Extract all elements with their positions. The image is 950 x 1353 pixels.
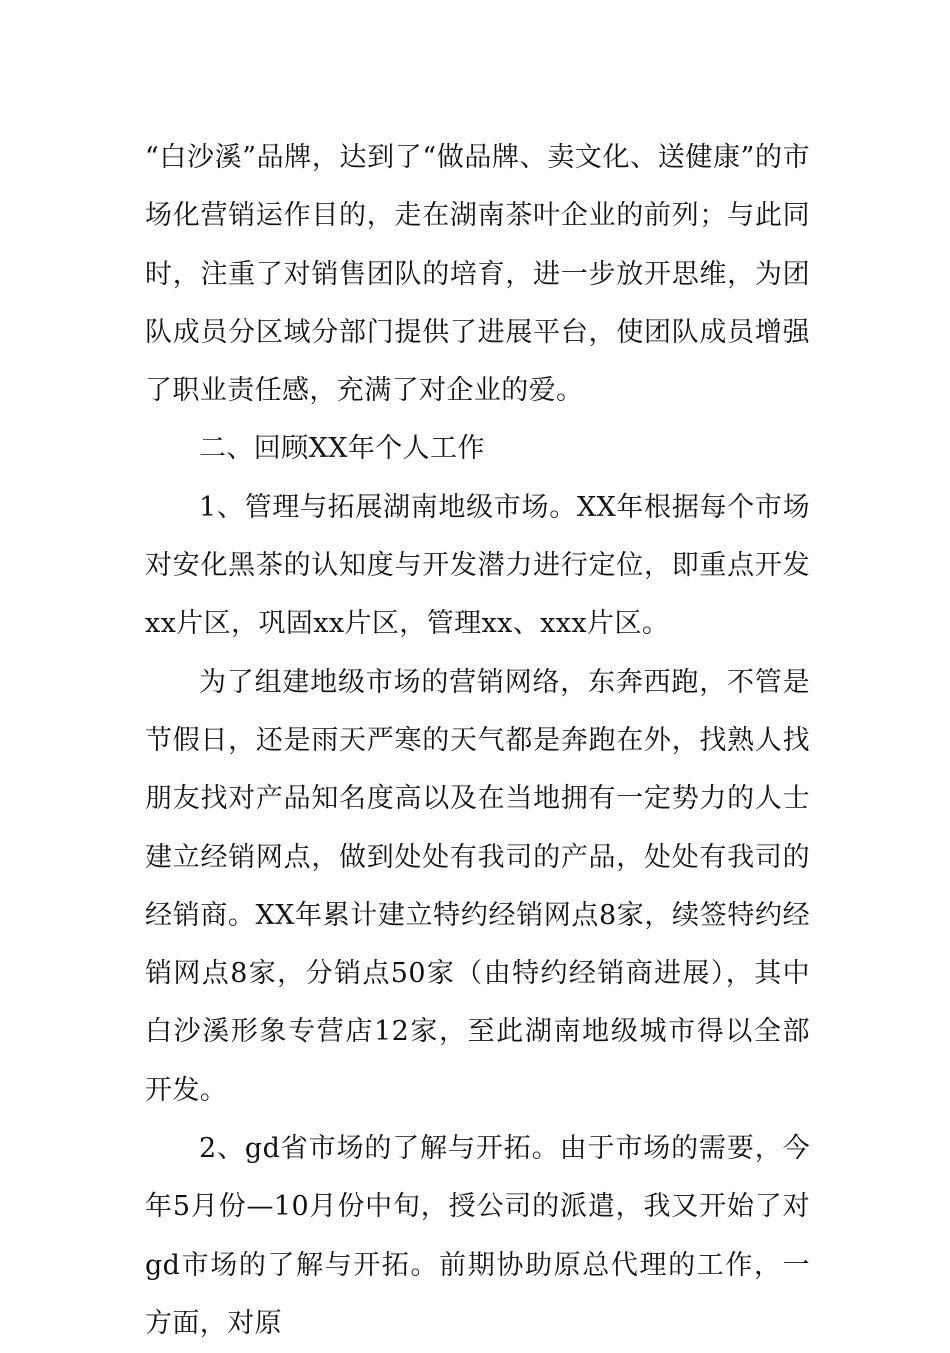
paragraph-gd-market: 2、gd省市场的了解与开拓。由于市场的需要，今年5月份—10月份中旬，授公司的派遣，我又开始了对gd市场的了解与开拓。前期协助原总代理的工作，一方面，对原 (145, 1133, 810, 1339)
paragraph-hunan-market: 1、管理与拓展湖南地级市场。XX年根据每个市场对安化黑茶的认知度与开发潜力进行定位，即重点开发xx片区，巩固xx片区，管理xx、xxx片区。 (145, 491, 810, 640)
paragraph-brand-summary: “白沙溪”品牌，达到了“做品牌、卖文化、送健康”的市场化营销运作目的，走在湖南茶叶企业的前列；与此同时，注重了对销售团队的培育，进一步放开思维，为团队成员分区域分部门提供了进展平台，使团队成员增强了职业责任感，充满了对企业的爱。 (145, 142, 810, 407)
section-heading-personal-work: 二、回顾XX年个人工作 (199, 433, 485, 465)
document-body (145, 129, 810, 1353)
paragraph-sales-network: 为了组建地级市场的营销网络，东奔西跑，不管是节假日，还是雨天严寒的天气都是奔跑在外，找熟人找朋友找对产品知名度高以及在当地拥有一定势力的人士建立经销网点，做到处处有我司的产品，处处有我司的经销商。XX年累计建立特约经销网点8家，续签特约经销网点8家，分销点50家（由特约经销商进展），其中白沙溪形象专营店12家，至此湖南地级城市得以全部开发。 (145, 666, 810, 1106)
